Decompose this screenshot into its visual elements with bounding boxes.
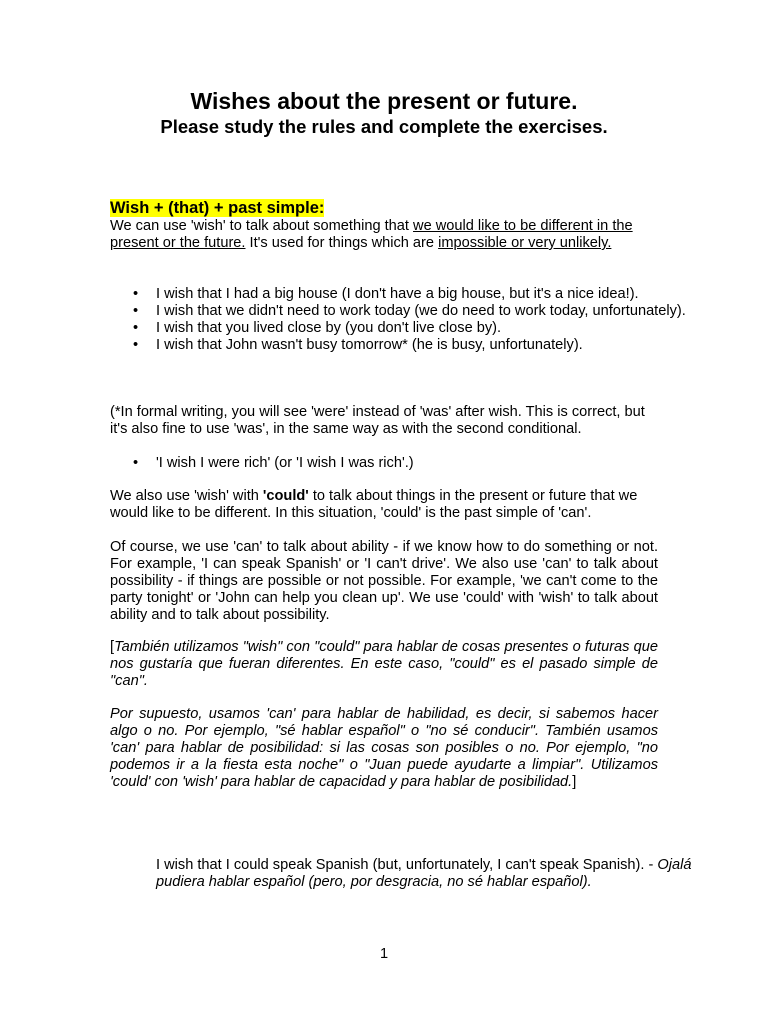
formal-note: (*In formal writing, you will see 'were' instead of 'was' after wish. This is correct, but it's also fine to use 'was', in the same way as with the second conditional. xyxy=(110,404,645,437)
section-heading-highlight: Wish + (that) + past simple: xyxy=(110,199,325,217)
intro-text-1: We can use 'wish' to talk about something that xyxy=(110,218,414,234)
bracket-close: ] xyxy=(572,774,577,790)
final-example-spanish: Ojalá pudiera hablar español (pero, por desgracia, no sé hablar español). xyxy=(156,857,692,890)
list-item: • I wish that you lived close by (you don't live close by). xyxy=(156,320,704,337)
ability-paragraph: Of course, we use 'can' to talk about ability - if we know how to do something or not. For example, 'I can speak Spanish' or 'I can't drive'. We also use 'can' to talk about possibility - if things are possible or not possible. For example, 'we can't come to the party tonight' or 'John can help you clean up'. We use 'could' with 'wish' to talk about ability and to talk about possibility. xyxy=(110,539,658,623)
spanish-paragraph-2 xyxy=(110,706,658,791)
spanish-text-1: También utilizamos "wish" con "could" para hablar de cosas presentes o futuras que nos gustaría que fueran diferentes. En este caso, "could" es el pasado simple de "can". xyxy=(110,639,658,689)
final-example xyxy=(110,857,704,891)
intro-underline-1: we would like to be different in the present or the future. xyxy=(110,218,633,251)
list-item: • I wish that I had a big house (I don't have a big house, but it's a nice idea!). xyxy=(156,286,704,303)
page-title: Wishes about the present or future. xyxy=(190,88,578,114)
intro-text-2: It's used for things which are xyxy=(245,235,439,251)
spanish-text-2: Por supuesto, usamos 'can' para hablar de habilidad, es decir, si sabemos hacer algo o no. Por ejemplo, "sé hablar español" o "no sé conducir". También usamos 'can' para hablar de posibilidad: si las cosas son posibles o no. Por ejemplo, "no podemos ir a la fiesta esta noche" o "Juan puede ayudarte a limpiar". Utilizamos 'could' con 'wish' para hablar de capacidad y para hablar de posibilidad. xyxy=(110,706,658,790)
intro-underline-2: impossible or very unlikely. xyxy=(438,235,612,251)
final-example-english: I wish that I could speak Spanish (but, unfortunately, I can't speak Spanish). - xyxy=(156,857,658,873)
bracket-open: [ xyxy=(110,639,115,655)
page-number: 1 xyxy=(379,946,389,962)
section-heading xyxy=(110,198,658,218)
spanish-paragraph-1 xyxy=(110,639,658,690)
list-item: • 'I wish I were rich' (or 'I wish I was rich'.) xyxy=(156,455,704,472)
could-bold: 'could' xyxy=(262,488,309,504)
could-text-2: to talk about things in the present or future that we would like to be different. In this situation, 'could' is the past simple of 'can'. xyxy=(110,488,638,521)
examples-list xyxy=(110,286,704,354)
formal-example-list xyxy=(110,455,704,472)
list-item: • I wish that John wasn't busy tomorrow* (he is busy, unfortunately). xyxy=(156,337,704,354)
could-text-1: We also use 'wish' with xyxy=(110,488,263,504)
page-subtitle: Please study the rules and complete the exercises. xyxy=(160,116,608,137)
list-item: • I wish that we didn't need to work today (we do need to work today, unfortunately). xyxy=(156,303,704,320)
intro-paragraph xyxy=(110,218,658,252)
could-paragraph xyxy=(110,488,658,522)
